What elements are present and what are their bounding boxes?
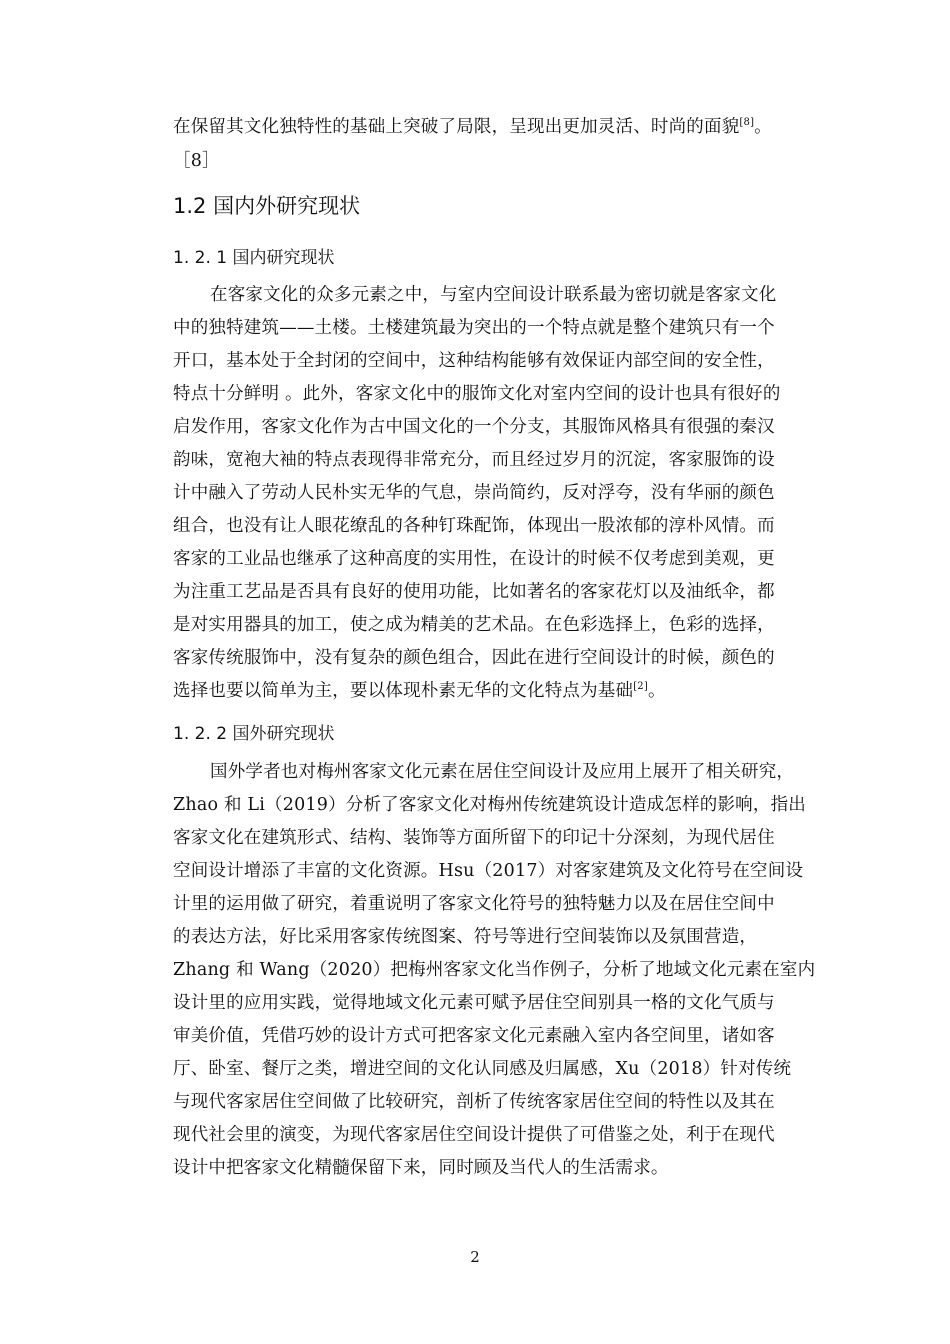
paragraph-line: 特点十分鲜明 。此外，客家文化中的服饰文化对室内空间的设计也具有很好的 <box>173 384 781 404</box>
paragraph-line: 设计里的应用实践，觉得地域文化元素可赋予居住空间别具一格的文化气质与 <box>173 993 775 1013</box>
paragraph-line: 在保留其文化独特性的基础上突破了局限，呈现出更加灵活、时尚的面貌[8]。 <box>173 117 772 137</box>
paragraph-line: 设计中把客家文化精髓保留下来，同时顾及当代人的生活需求。 <box>173 1158 669 1178</box>
paragraph-line: 启发作用，客家文化作为古中国文化的一个分支，其服饰风格具有很强的秦汉 <box>173 417 775 437</box>
paragraph-line: 客家文化在建筑形式、结构、装饰等方面所留下的印记十分深刻，为现代居住 <box>173 828 775 848</box>
section-heading-1-2: 1.2 国内外研究现状 <box>173 194 361 218</box>
paragraph-line: 的表达方法，好比采用客家传统图案、符号等进行空间装饰以及氛围营造， <box>173 927 758 947</box>
paragraph-line: 审美价值，凭借巧妙的设计方式可把客家文化元素融入室内各空间里，诸如客 <box>173 1026 775 1046</box>
paragraph-line: 客家的工业品也继承了这种高度的实用性，在设计的时候不仅考虑到美观，更 <box>173 549 775 569</box>
paragraph-line: 计里的运用做了研究，着重说明了客家文化符号的独特魅力以及在居住空间中 <box>173 894 775 914</box>
citation-superscript: [8] <box>739 117 755 128</box>
paragraph-line: ［8］ <box>173 151 220 171</box>
subsection-heading-1-2-1: 1. 2. 1 国内研究现状 <box>173 248 335 268</box>
paragraph-line: 现代社会里的演变，为现代客家居住空间设计提供了可借鉴之处，利于在现代 <box>173 1125 775 1145</box>
paragraph-line: 厅、卧室、餐厅之类，增进空间的文化认同感及归属感，Xu（2018）针对传统 <box>173 1059 792 1079</box>
page-number: 2 <box>470 1248 480 1266</box>
paragraph-line: Zhao 和 Li（2019）分析了客家文化对梅州传统建筑设计造成怎样的影响，指出 <box>173 795 806 815</box>
paragraph-line: 为注重工艺品是否具有良好的使用功能，比如著名的客家花灯以及油纸伞，都 <box>173 582 775 602</box>
paragraph-line: 开口，基本处于全封闭的空间中，这种结构能够有效保证内部空间的安全性， <box>173 351 775 371</box>
citation-superscript: [2] <box>633 681 648 692</box>
paragraph-line: 计中融入了劳动人民朴实无华的气息，崇尚简约，反对浮夸，没有华丽的颜色 <box>173 483 775 503</box>
paragraph-line: 韵味，宽袍大袖的特点表现得非常充分，而且经过岁月的沉淀，客家服饰的设 <box>173 450 775 470</box>
paragraph-line: 是对实用器具的加工，使之成为精美的艺术品。在色彩选择上，色彩的选择， <box>173 615 775 635</box>
paragraph-line: 中的独特建筑——土楼。土楼建筑最为突出的一个特点就是整个建筑只有一个 <box>173 318 775 338</box>
paragraph-line: 客家传统服饰中，没有复杂的颜色组合，因此在进行空间设计的时候，颜色的 <box>173 648 775 668</box>
subsection-heading-1-2-2: 1. 2. 2 国外研究现状 <box>173 724 335 744</box>
paragraph-line: 选择也要以简单为主，要以体现朴素无华的文化特点为基础[2]。 <box>173 681 666 701</box>
paragraph-line: 空间设计增添了丰富的文化资源。Hsu（2017）对客家建筑及文化符号在空间设 <box>173 861 804 881</box>
paragraph-line: Zhang 和 Wang（2020）把梅州客家文化当作例子，分析了地域文化元素在室内 <box>173 960 816 980</box>
paragraph-line: 国外学者也对梅州客家文化元素在居住空间设计及应用上展开了相关研究， <box>210 762 795 782</box>
paragraph-line: 与现代客家居住空间做了比较研究，剖析了传统客家居住空间的特性以及其在 <box>173 1092 775 1112</box>
paragraph-line: 在客家文化的众多元素之中，与室内空间设计联系最为密切就是客家文化 <box>210 285 777 305</box>
paragraph-line: 组合，也没有让人眼花缭乱的各种钉珠配饰，体现出一股浓郁的淳朴风情。而 <box>173 516 775 536</box>
